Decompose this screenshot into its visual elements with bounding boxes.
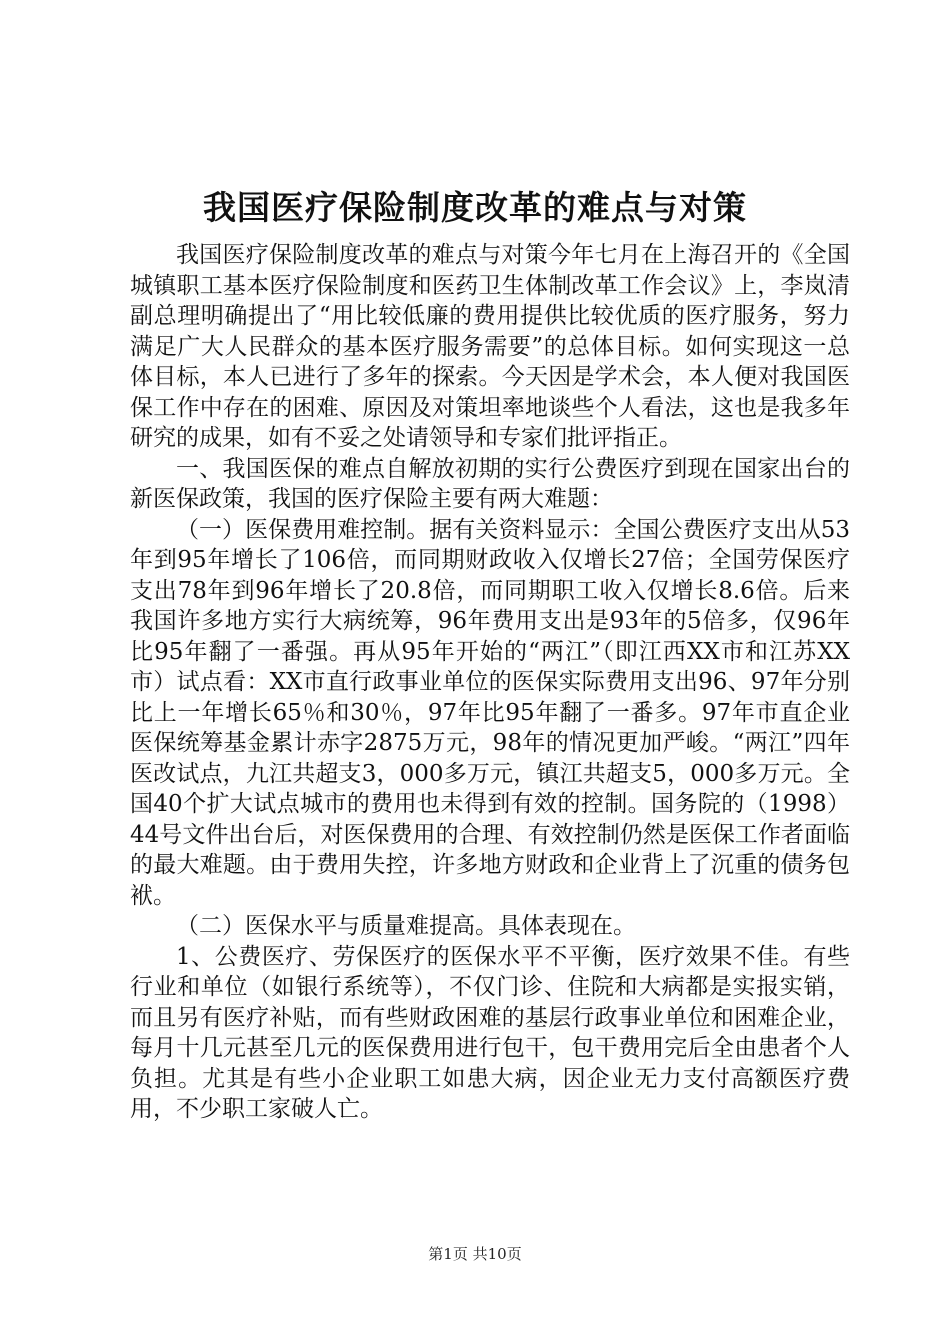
paragraph-quality-heading: （二）医保水平与质量难提高。具体表现在。 [176, 913, 636, 939]
paragraph-intro: 我国医疗保险制度改革的难点与对策今年七月在上海召开的《全国城镇职工基本医疗保险制度和医药卫生体制改革工作会议》上，李岚清副总理明确提出了“用比较低廉的费用提供比较优质的医疗服务，努力满足广大人民群众的基本医疗服务需要”的总体目标。如何实现这一总体目标，本人已进行了多年的探索。今天因是学术会，本人便对我国医保工作中存在的困难、原因及对策坦率地谈些个人看法，这也是我多年研究的成果，如有不妥之处请领导和专家们批评指正。 [130, 242, 850, 451]
paragraph-cost-control: （一）医保费用难控制。据有关资料显示：全国公费医疗支出从53年到95年增长了106倍，而同期财政收入仅增长27倍；全国劳保医疗支出78年到96年增长了20.8倍，而同期职工收入仅增长8.6倍。后来我国许多地方实行大病统筹，96年费用支出是93年的5倍多，仅96年比95年翻了一番强。再从95年开始的“两江”（即江西XX市和江苏XX市）试点看：XX市直行政事业单位的医保实际费用支出96、97年分别比上一年增长65％和30％，97年比95年翻了一番多。97年市直企业医保统筹基金累计赤字2875万元，98年的情况更加严峻。“两江”四年医改试点，九江共超支3，000多万元，镇江共超支5，000多万元。全国40个扩大试点城市的费用也未得到有效的控制。国务院的（1998）44号文件出台后，对医保费用的合理、有效控制仍然是医保工作者面临的最大难题。由于费用失控，许多地方财政和企业背上了沉重的债务包袱。 [130, 516, 850, 909]
document-title: 我国医疗保险制度改革的难点与对策 [203, 188, 747, 227]
paragraph-imbalance: 1、公费医疗、劳保医疗的医保水平不平衡，医疗效果不佳。有些行业和单位（如银行系统等），不仅门诊、住院和大病都是实报实销，而且另有医疗补贴，而有些财政困难的基层行政事业单位和困难企业，每月十几元甚至几元的医保费用进行包干，包干费用完后全由患者个人负担。尤其是有些小企业职工如患大病，因企业无力支付高额医疗费用，不少职工家破人亡。 [130, 943, 850, 1122]
document-body [130, 240, 850, 1125]
paragraph-section-1: 一、我国医保的难点自解放初期的实行公费医疗到现在国家出台的新医保政策，我国的医疗保险主要有两大难题： [130, 455, 850, 512]
page-number-footer: 第1页 共10页 [428, 1245, 522, 1263]
